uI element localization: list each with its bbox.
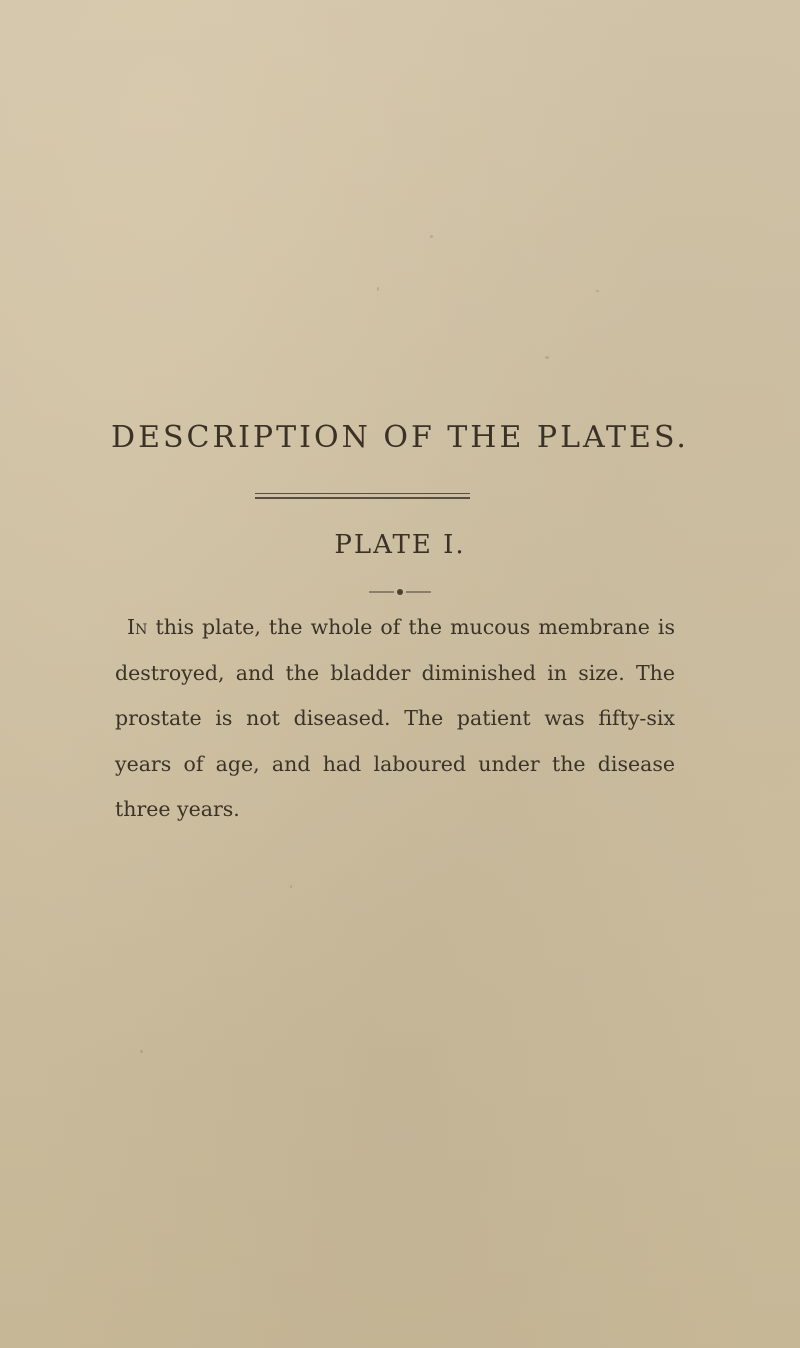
title-rule-thick: [255, 497, 470, 499]
page-title: DESCRIPTION OF THE PLATES.: [111, 420, 689, 455]
flourish-divider-icon: [367, 586, 433, 598]
plate-description: [115, 605, 675, 833]
paper-speck: [290, 885, 292, 888]
title-rule-thin: [255, 493, 470, 494]
paragraph-lead-word: In: [127, 615, 148, 639]
paper-speck: [596, 290, 599, 292]
plate-heading: PLATE I.: [334, 530, 466, 560]
paper-speck: [140, 1050, 143, 1053]
paper-speck: [377, 287, 379, 291]
paper-speck: [430, 235, 433, 238]
paragraph-text: this plate, the whole of the mucous membrane is destroyed, and the bladder diminished in size. The prostate is not diseased. The patient was fifty-six years of age, and had laboured under the disease three years.: [115, 615, 675, 821]
paper-speck: [545, 356, 549, 359]
